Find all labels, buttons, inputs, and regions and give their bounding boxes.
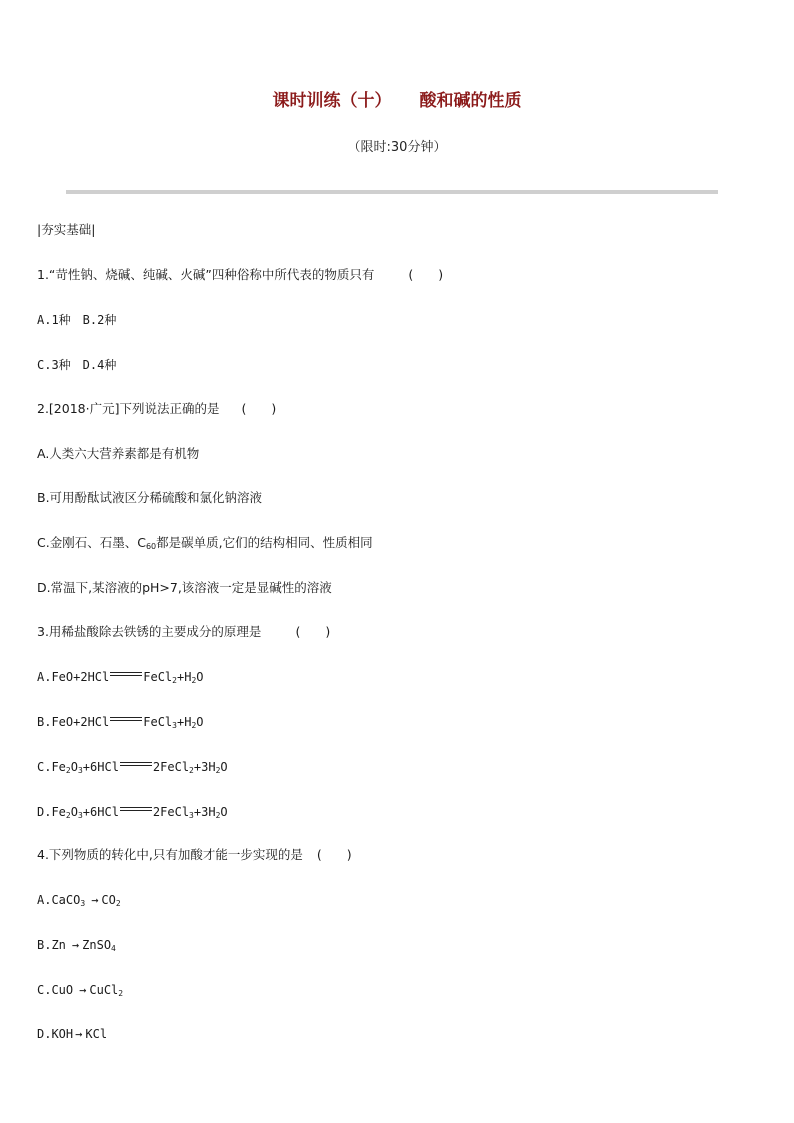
question-3 [37,624,330,640]
question-4-option-d: D.KOH → KCl [37,1027,108,1041]
answer-blank: ( ) [316,847,352,862]
right-arrow-icon: → [91,893,99,907]
question-4-stem: 4.下列物质的转化中,只有加酸才能一步实现的是 [37,847,303,862]
question-4-option-c: C.CuO → CuCl$_2$ [37,983,124,998]
section-label: |夯实基础| [37,222,96,237]
question-3-stem: 3.用稀盐酸除去铁锈的主要成分的原理是 [37,624,262,639]
title-part1: 课时训练（十） [272,91,392,111]
right-arrow-icon: → [75,1027,83,1041]
question-2 [37,401,276,417]
question-1-stem: 1.“苛性钠、烧碱、纯碱、火碱”四种俗称中所代表的物质只有 [37,267,375,282]
question-3-option-d: $D.Fe_2O_3+6HCl$ $2FeCl_3+3H_2O$ [37,805,228,820]
page-title [0,86,794,111]
question-2-option-b: B.可用酚酞试液区分稀硫酸和氯化钠溶液 [37,490,263,505]
title-part2: 酸和碱的性质 [419,91,522,111]
question-2-option-d: D.常温下,某溶液的pH>7,该溶液一定是显碱性的溶液 [37,580,332,595]
question-2-option-a: A.人类六大营养素都是有机物 [37,446,200,461]
question-4 [37,847,352,863]
question-2-option-c: C.金刚石、石墨、$C_{60}$都是碳单质,它们的结构相同、性质相同 [37,535,373,551]
question-1-option-ab: A.1种 B.2种 [37,313,117,327]
time-limit: （限时:30分钟） [347,140,447,155]
question-1 [37,267,443,283]
question-3-option-c: $C.Fe_2O_3+6HCl$ $2FeCl_2+3H_2O$ [37,760,228,775]
header-divider [66,190,718,194]
answer-blank: ( ) [241,401,277,416]
answer-blank: ( ) [295,624,331,639]
question-3-option-a: A.FeO+2HCl $FeCl_2+H_2O$ [37,670,204,685]
equals-icon [120,762,152,766]
answer-blank: ( ) [408,267,444,282]
question-3-option-b: B.FeO+2HCl $FeCl_3+H_2O$ [37,715,204,730]
right-arrow-icon: → [71,938,80,952]
equals-icon [120,807,152,811]
question-1-option-cd: C.3种 D.4种 [37,358,117,372]
right-arrow-icon: → [79,983,87,997]
equals-icon [110,672,142,676]
question-2-stem: 2.[2018·广元]下列说法正确的是 [37,401,220,416]
equals-icon [110,717,142,721]
question-4-option-a: A.CaCO$_3$ → $CO_2$ [37,893,121,908]
question-4-option-b: B.Zn → ZnSO$_4$ [37,938,116,953]
